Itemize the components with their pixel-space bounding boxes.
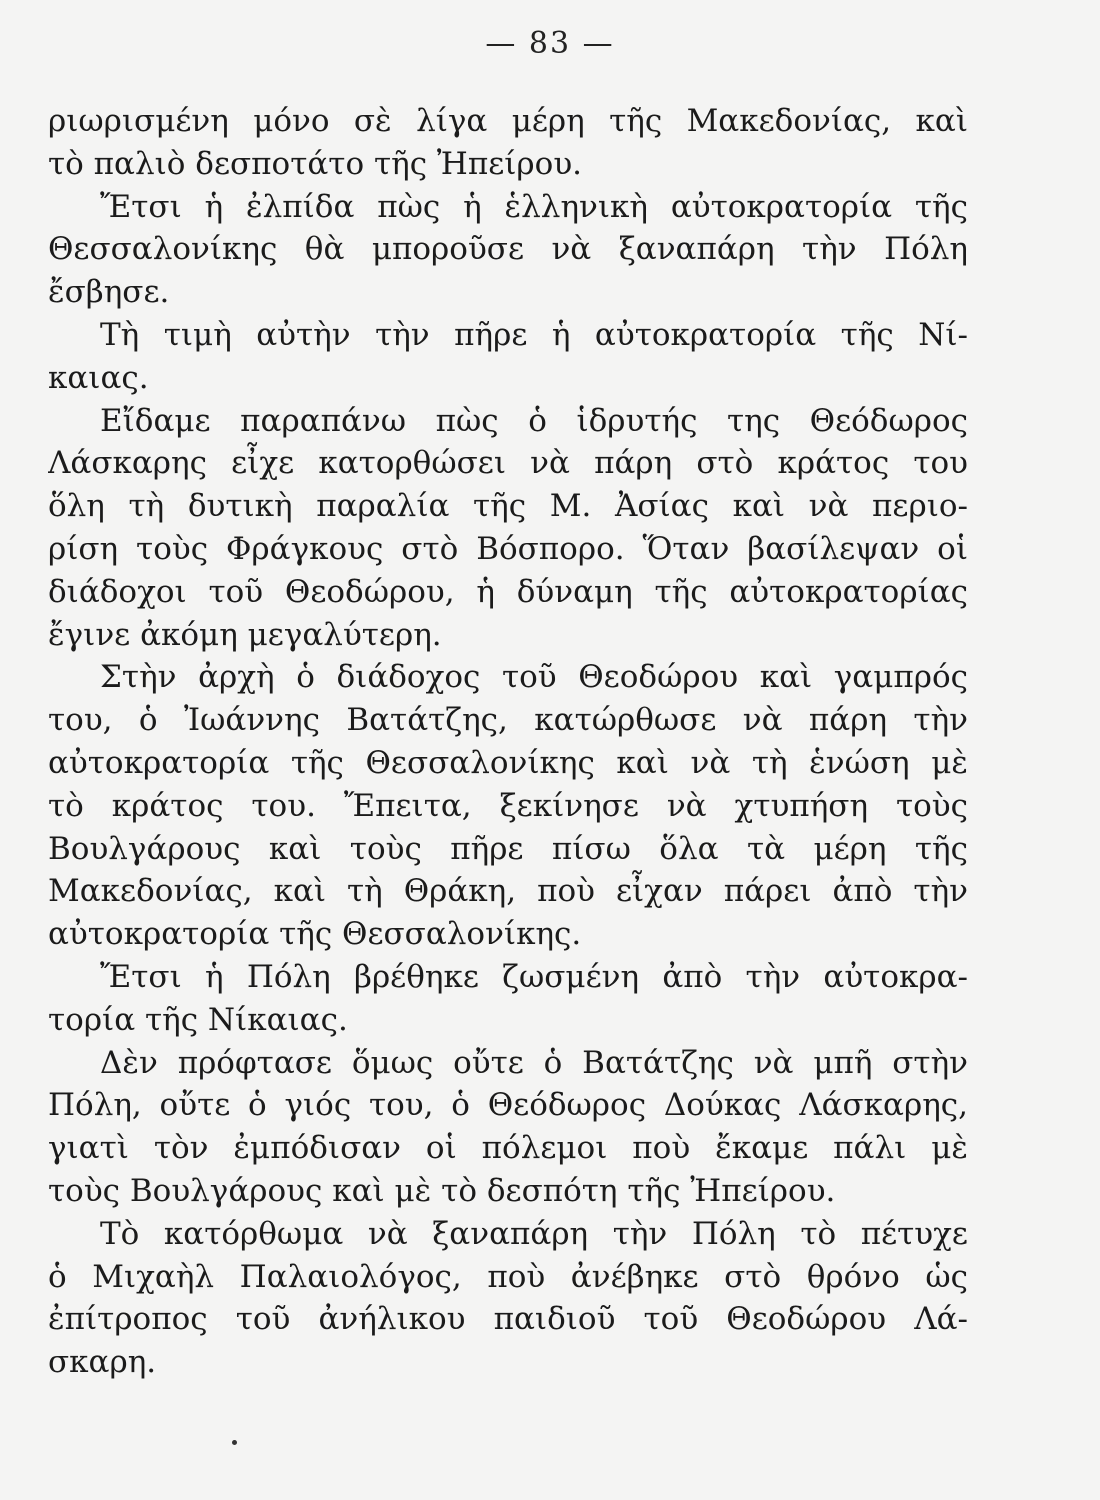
text-line: Λάσκαρης εἶχε κατορθώσει νὰ πάρη στὸ κράτος του (48, 445, 968, 482)
text-line: του, ὁ Ἰωάννης Βατάτζης, κατώρθωσε νὰ πάρη τὴν (48, 702, 968, 739)
text-line: Δὲν πρόφτασε ὅμως οὔτε ὁ Βατάτζης νὰ μπῆ στὴν (100, 1044, 968, 1081)
text-line: αὐτοκρατορία τῆς Θεσσαλονίκης. (48, 916, 582, 953)
text-line: Τὴ τιμὴ αὐτὴν τὴν πῆρε ἡ αὐτοκρατορία τῆς Νί- (100, 316, 968, 353)
text-line: Εἴδαμε παραπάνω πὼς ὁ ἱδρυτής της Θεόδωρος (100, 402, 968, 439)
text-line: Ἔτσι ἡ Πόλη βρέθηκε ζωσμένη ἀπὸ τὴν αὐτοκρα- (100, 958, 968, 995)
text-line: ἐπίτροπος τοῦ ἀνήλικου παιδιοῦ τοῦ Θεοδώρου Λά- (48, 1301, 968, 1338)
text-line: Ἔτσι ἡ ἐλπίδα πὼς ἡ ἑλληνικὴ αὐτοκρατορία τῆς (100, 188, 968, 225)
text-line: ριωρισμένη μόνο σὲ λίγα μέρη τῆς Μακεδονίας, καὶ (48, 103, 968, 139)
text-line: Βουλγάρους καὶ τοὺς πῆρε πίσω ὅλα τὰ μέρη τῆς (48, 830, 968, 867)
text-line: Στὴν ἀρχὴ ὁ διάδοχος τοῦ Θεοδώρου καὶ γαμπρός (100, 659, 968, 696)
text-line: τὸ παλιὸ δεσποτάτο τῆς Ἠπείρου. (48, 145, 583, 182)
text-line: Τὸ κατόρθωμα νὰ ξαναπάρη τὴν Πόλη τὸ πέτυχε (100, 1215, 968, 1252)
text-line: ἔσβησε. (48, 274, 170, 311)
text-line: σκαρη. (48, 1344, 157, 1381)
text-line: τὸ κράτος του. Ἔπειτα, ξεκίνησε νὰ χτυπήση τοὺς (48, 787, 968, 824)
body-text (48, 100, 968, 1384)
text-line: ρίση τοὺς Φράγκους στὸ Βόσπορο. Ὅταν βασίλεψαν οἱ (48, 530, 968, 567)
text-line: ἔγινε ἀκόμη μεγαλύτερη. (48, 616, 442, 653)
text-line: τοὺς Βουλγάρους καὶ μὲ τὸ δεσπότη τῆς Ἠπείρου. (48, 1172, 836, 1209)
page-number: — 83 — (485, 26, 615, 61)
ink-dot (232, 1440, 237, 1445)
text-line: διάδοχοι τοῦ Θεοδώρου, ἡ δύναμη τῆς αὐτοκρατορίας (48, 573, 968, 610)
text-line: Πόλη, οὔτε ὁ γιός του, ὁ Θεόδωρος Δούκας Λάσκαρης, (48, 1087, 968, 1124)
text-line: Θεσσαλονίκης θὰ μποροῦσε νὰ ξαναπάρη τὴν Πόλη (48, 231, 968, 268)
text-line: Μακεδονίας, καὶ τὴ Θράκη, ποὺ εἶχαν πάρει ἀπὸ τὴν (48, 873, 968, 910)
text-line: καιας. (48, 359, 149, 396)
text-line: αὐτοκρατορία τῆς Θεσσαλονίκης καὶ νὰ τὴ ἑνώση μὲ (48, 744, 968, 781)
text-line: ὅλη τὴ δυτικὴ παραλία τῆς Μ. Ἀσίας καὶ νὰ περιο- (48, 488, 968, 525)
text-line: ὁ Μιχαὴλ Παλαιολόγος, ποὺ ἀνέβηκε στὸ θρόνο ὡς (48, 1258, 968, 1295)
text-line: τορία τῆς Νίκαιας. (48, 1001, 348, 1038)
text-line: γιατὶ τὸν ἐμπόδισαν οἱ πόλεμοι ποὺ ἔκαμε πάλι μὲ (48, 1130, 968, 1167)
